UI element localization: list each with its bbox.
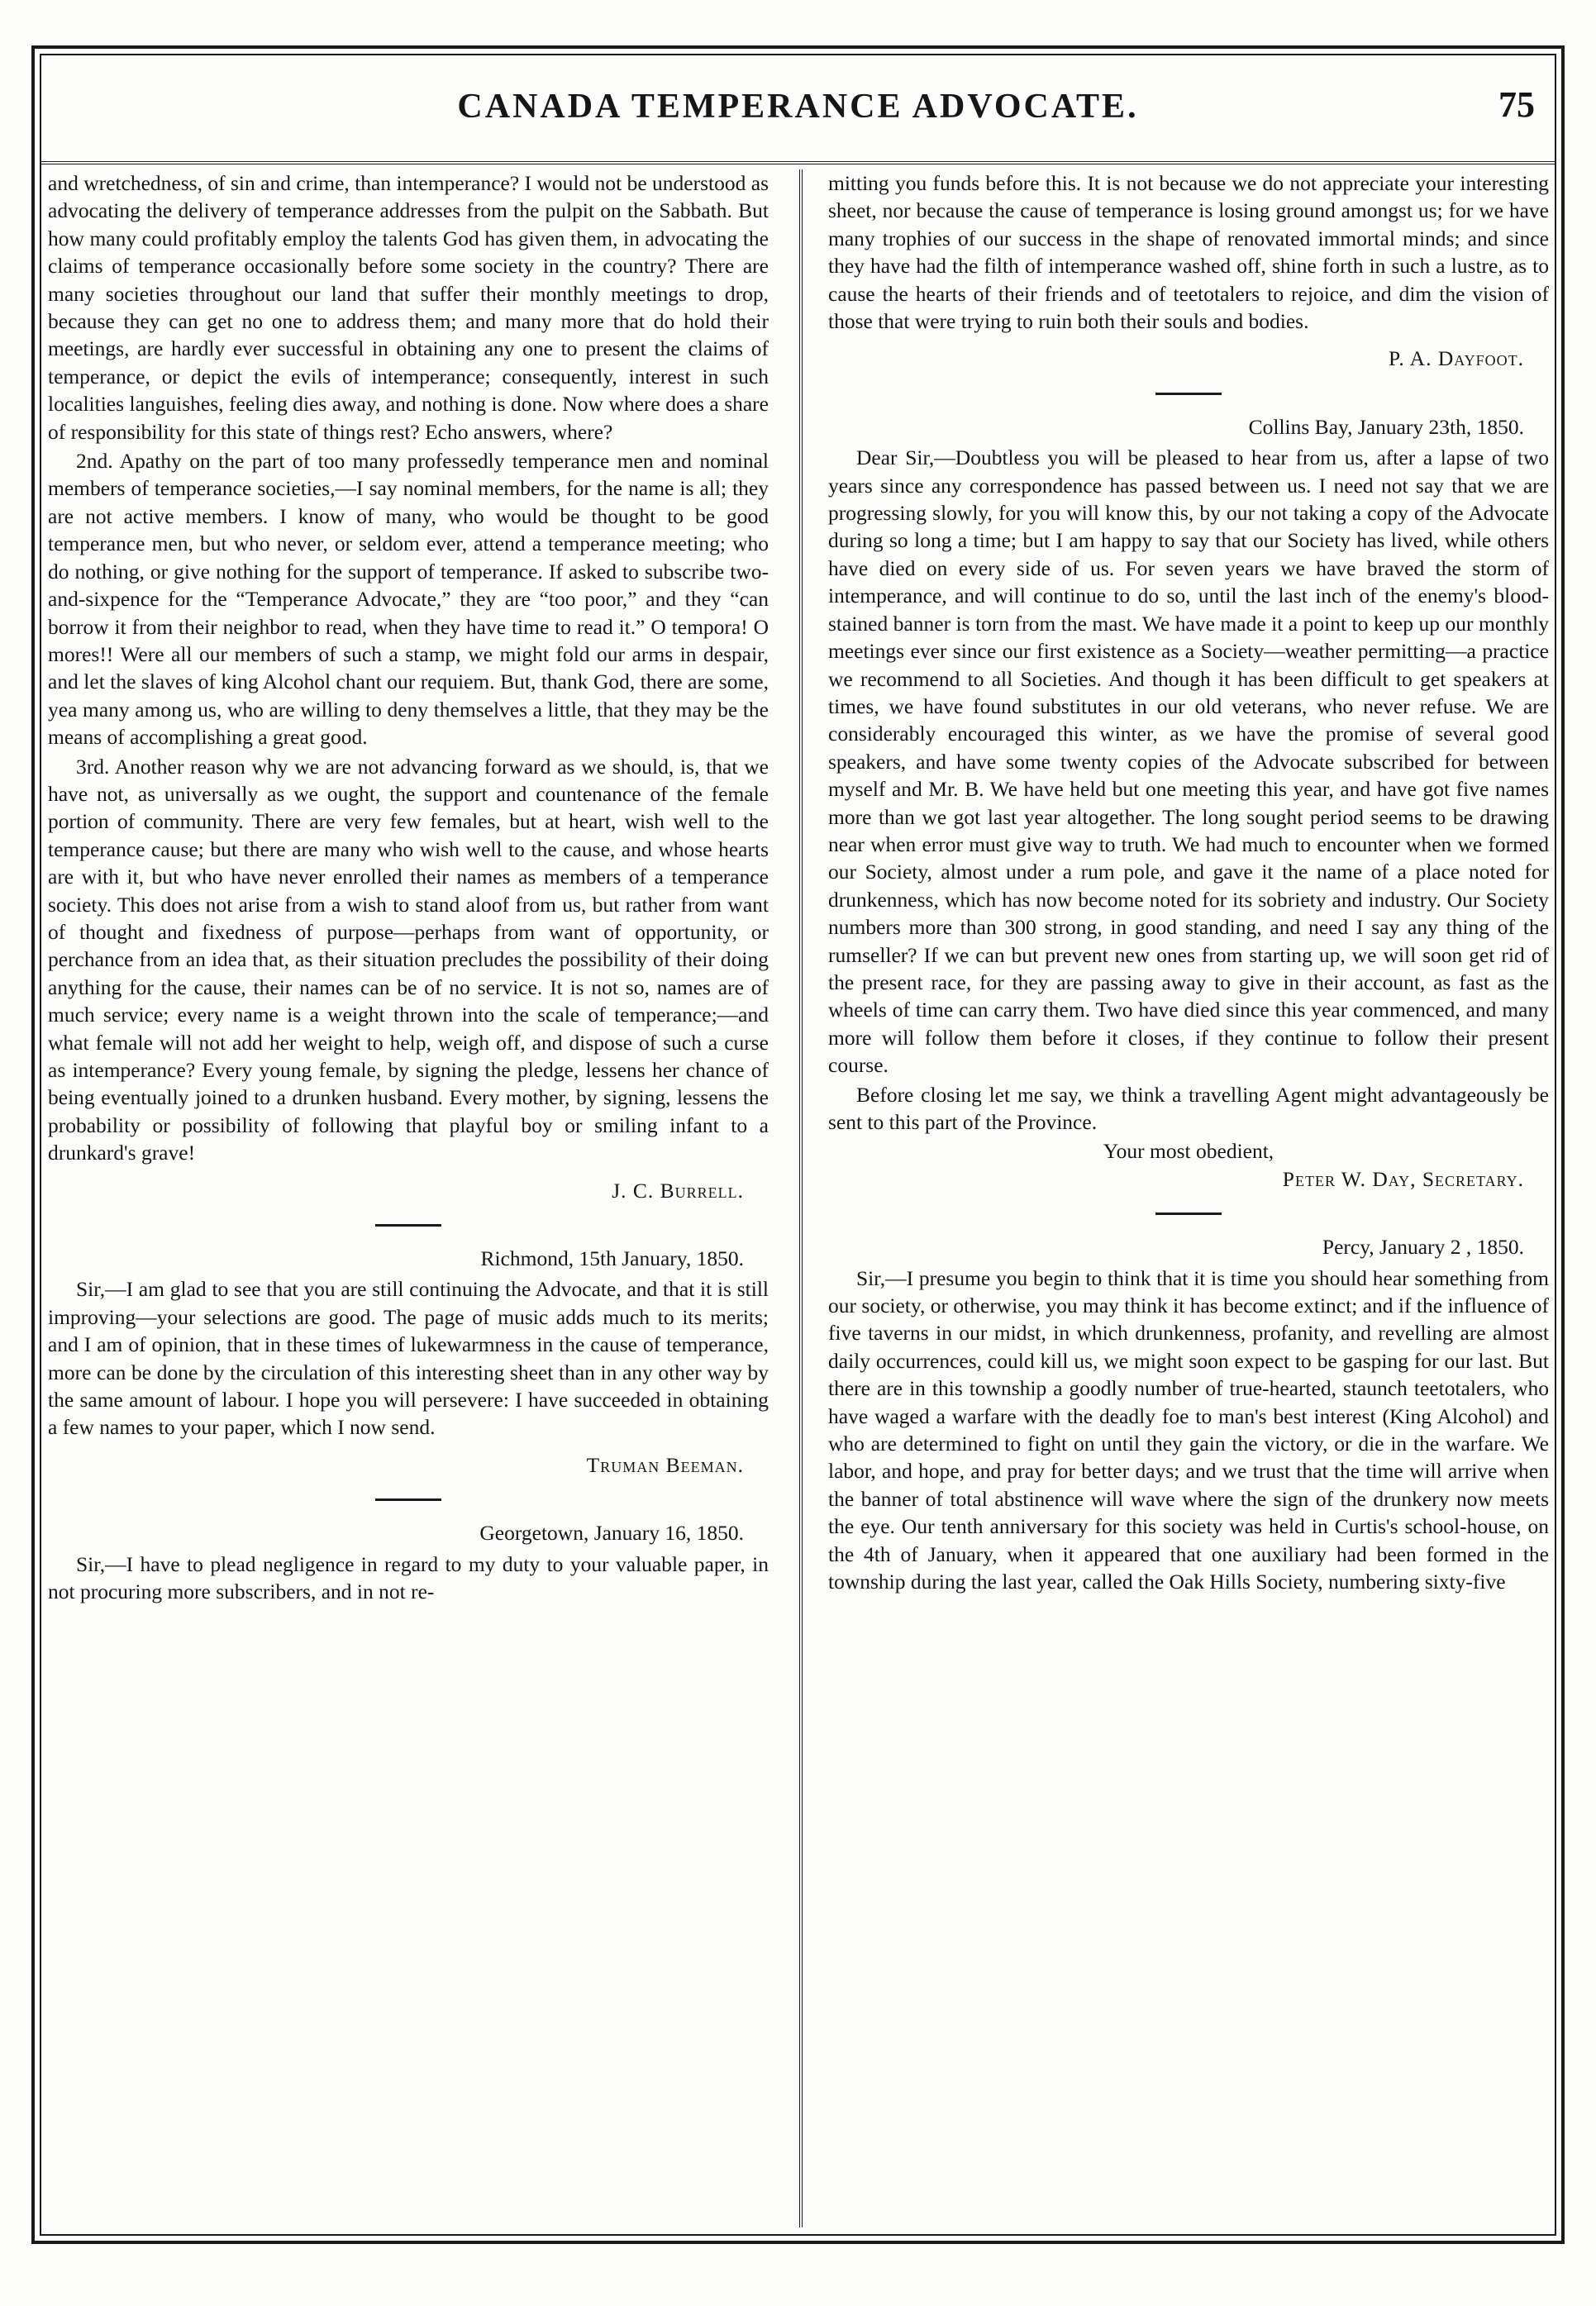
left-paragraph-3: 3rd. Another reason why we are not advancing forward as we should, is, that we have not, as universally as we ought, the support and countenance of the female portion of community. There are very few females, but at heart, wish well to the temperance cause; but there are many who wish well to the cause, and whose hearts are with it, but who have never enrolled their names as members of a temperance society. This does not arise from a wish to stand aloof from us, but rather from want of thought and fixedness of purpose—perhaps from want of opportunity, or perchance from an idea that, as their situation precludes the possibility of their doing anything for the cause, their names can be of no service. It is not so, names are of much service; every name is a weight thrown into the scale of temperance;—and what female will not add her weight to help, weigh off, and dispose of such a curse as intemperance? Every young female, by signing the pledge, lessens her chance of being eventually joined to a drunken husband. Every mother, by signing, lessens the probability or possibility of following that playful boy or smiling infant to a drunkard's grave! xyxy=(48,754,769,1165)
left-paragraph-5: Sir,—I have to plead negligence in regard to my duty to your valuable paper, in not procuring more subscribers, and in not re- xyxy=(48,1551,769,1604)
left-paragraph-4: Sir,—I am glad to see that you are still continuing the Advocate, and that it is still improving—your selections are good. The page of music adds much to its merits; and I am of opinion, that in these times of lukewarmness in the cause of temperance, more can be done by the circulation of this interesting sheet than in any other way by the same amount of labour. I hope you will persevere: I have succeeded in obtaining a few names to your paper, which I now send. xyxy=(48,1277,769,1440)
right-paragraph-1: mitting you funds before this. It is not because we do not appreciate your interesting sheet, nor because the cause of temperance is losing ground amongst us; for we have many trophies of our success in the shape of renovated immortal minds; and since they have had the filth of intemperance washed off, shine forth in such a lustre, as to cause the hearts of their friends and of teetotalers to rejoice, and dim the vision of those that were trying to ruin both their souls and bodies. xyxy=(828,171,1549,334)
section-rule xyxy=(375,1498,441,1501)
dateline-richmond: Richmond, 15th January, 1850. xyxy=(480,1246,744,1271)
section-rule xyxy=(1155,1213,1222,1215)
left-paragraph-2: 2nd. Apathy on the part of too many professedly temperance men and nominal members of temperance societies,—I say nominal members, for the name is all; they are not active members. I know of many, who would be thought to be good temperance men, but who never, or seldom ever, attend a temperance meeting; who do nothing, or give nothing for the support of temperance. If asked to subscribe two-and-sixpence for the “Temperance Advocate,” they are “too poor,” and they “can borrow it from their neighbor to read, when they have time to read it.” O tempora! O mores!! Were all our members of such a stamp, we might fold our arms in despair, and let the slaves of king Alcohol chant our requiem. But, thank God, there are some, yea many among us, who are willing to deny themselves a little, that they may be the means of accomplishing a great good. xyxy=(48,449,769,750)
left-paragraph-1: and wretchedness, of sin and crime, than intemperance? I would not be understood as advocating the delivery of temperance addresses from the pulpit on the Sabbath. But how many could profitably employ the talents God has given them, in advocating the claims of temperance occasionally before some society in the country? There are many societies throughout our land that suffer their monthly meetings to drop, because they can get no one to address them; and many more that do hold their meetings, are hardly ever successful in obtaining any one to present the claims of temperance, or depict the evils of intemperance; consequently, interest in such localities languishes, feeling dies away, and nothing is done. Now where does a share of responsibility for this state of things rest? Echo answers, where? xyxy=(48,171,769,444)
dateline-percy: Percy, January 2 , 1850. xyxy=(1322,1235,1524,1260)
page-number: 75 xyxy=(1498,84,1535,125)
signature-burrell: J. C. Burrell. xyxy=(612,1178,744,1203)
column-divider xyxy=(799,169,803,2227)
signature-day: Peter W. Day, Secretary. xyxy=(1282,1166,1524,1191)
right-paragraph-2: Dear Sir,—Doubtless you will be pleased to hear from us, after a lapse of two years since any correspondence has passed between us. I need not say that we are progressing slowly, for you will know this, by our not taking a copy of the Advocate during so long a time; but I am happy to say that our Society has lived, while others have died on every side of us. For seven years we have braved the storm of intemperance, and will continue to do so, until the last inch of the enemy's blood-stained banner is torn from the mast. We have made it a point to keep up our monthly meetings ever since our first existence as a Society—weather permitting—a practice we recommend to all Societies. And though it has been difficult to get speakers at times, we have found substitutes in our old veterans, who never refuse. We are considerably encouraged this winter, as we have the promise of several good speakers, and have some twenty copies of the Advocate subscribed for between myself and Mr. B. We have held but one meeting this year, and have got five names more than we got last year altogether. The long sought period seems to be drawing near when error must give way to truth. We had much to encounter when we formed our Society, almost under a rum pole, and gave it the name of a place noted for drunkenness, which has now become noted for its sobriety and industry. Our Society numbers more than 300 strong, in good standing, and need I say any thing of the rumseller? If we can but prevent new ones from starting up, we will soon get rid of the present race, for they are passing away to give in their account, as fast as the wheels of time can carry them. Two have died since this year commenced, and many more will follow them before it closes, if they continue to follow their present course. xyxy=(828,445,1549,1078)
dateline-georgetown: Georgetown, January 16, 1850. xyxy=(479,1521,744,1546)
right-paragraph-3: Before closing let me say, we think a travelling Agent might advantageously be sent to this part of the Province. xyxy=(828,1082,1549,1134)
section-rule xyxy=(1155,393,1222,395)
signature-dayfoot: P. A. Dayfoot. xyxy=(1388,346,1524,371)
dateline-collins-bay: Collins Bay, January 23th, 1850. xyxy=(1248,414,1524,439)
left-column xyxy=(48,169,769,2227)
right-paragraph-4: Sir,—I presume you begin to think that it is time you should hear something from our society, or otherwise, you may think it has become extinct; and if the influence of five taverns in our midst, in which drunkenness, profanity, and revelling are almost daily occurrences, could kill us, we might soon expect to be gasping for our last. But there are in this township a goodly number of true-hearted, staunch teetotalers, who have waged a warfare with the deadly foe to man's best interest (King Alcohol) and who are determined to fight on until they gain the victory, or die in the warfare. We labor, and hope, and pray for better days; and we trust that the time will arrive when the banner of total abstinence will wave where the sign of the drunkery now meets the eye. Our tenth anniversary for this society was held in Curtis's school-house, on the 4th of January, when it appeared that one auxiliary had been formed in the township during the last year, called the Oak Hills Society, numbering sixty-five xyxy=(828,1265,1549,1594)
right-column xyxy=(828,169,1549,2227)
newspaper-page xyxy=(31,45,1565,2244)
letter-closing: Your most obedient, xyxy=(1103,1139,1274,1164)
signature-beeman: Truman Beeman. xyxy=(586,1452,744,1477)
section-rule xyxy=(375,1224,441,1227)
page-header xyxy=(41,55,1555,164)
text-columns xyxy=(41,169,1555,2227)
masthead-title: CANADA TEMPERANCE ADVOCATE. xyxy=(457,88,1139,126)
